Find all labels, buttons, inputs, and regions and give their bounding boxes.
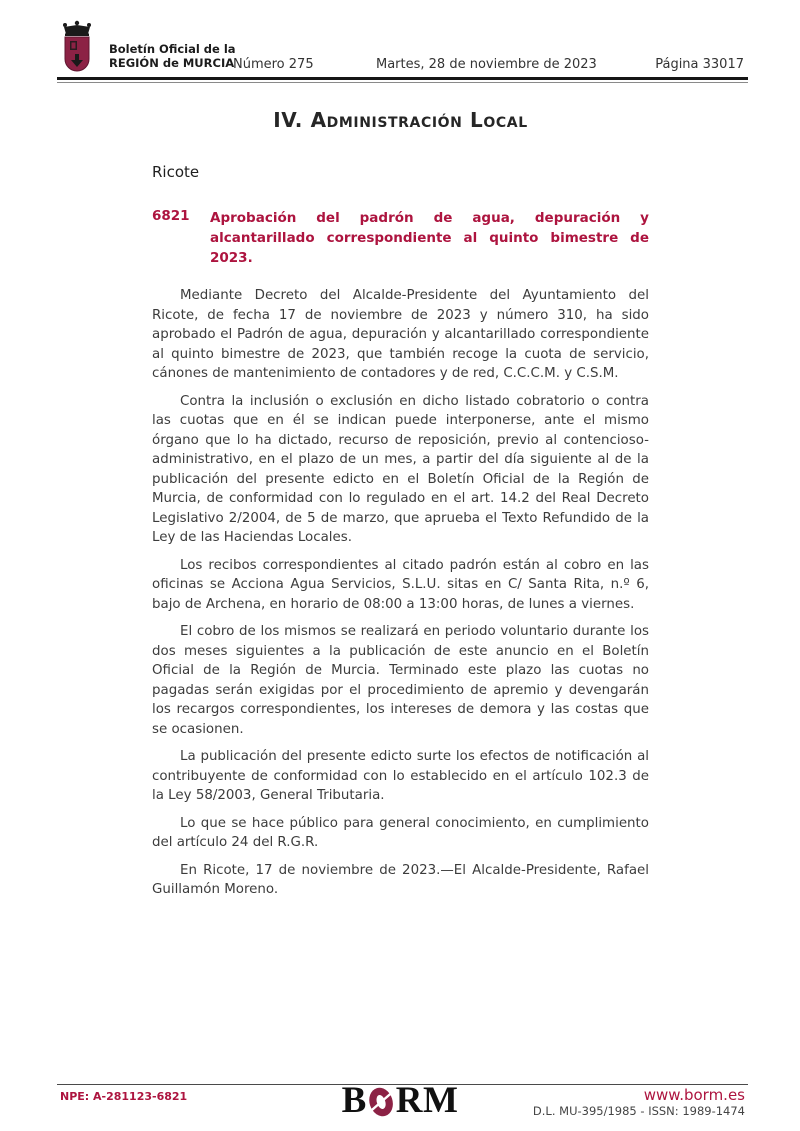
borm-logo-o-icon — [368, 1086, 395, 1118]
borm-logo — [342, 1082, 459, 1120]
brand-text — [109, 42, 236, 72]
brand-line2: REGIÓN de MURCIA — [109, 56, 235, 70]
website-link[interactable]: www.borm.es — [643, 1086, 745, 1104]
paragraph: Mediante Decreto del Alcalde-Presidente del Ayuntamiento del Ricote, de fecha 17 de noviembre de 2023 y número 310, ha sido aprobado el Padrón de agua, depuración y alcantarillado correspondiente al quinto bimestre de 2023, que también recoge la cuota de servicio, cánones de mantenimiento de contadores y de red, C.C.C.M. y C.S.M. — [152, 288, 649, 381]
borm-logo-rm: RM — [395, 1080, 459, 1121]
npe-code: NPE: A-281123-6821 — [60, 1090, 188, 1103]
issue-number: Número 275 — [233, 57, 314, 72]
borm-brand — [57, 20, 236, 72]
paragraph: El cobro de los mismos se realizará en periodo voluntario durante los dos meses siguientes a la publicación de este anuncio en el Boletín Oficial de la Región de Murcia. Terminado este plazo las cuotas no pagadas serán exigidas por el procedimiento de apremio y devengarán los recargos correspondientes, los intereses de demora y las costas que se ocasionen. — [152, 624, 649, 737]
page-number: Página 33017 — [655, 57, 744, 72]
murcia-shield-logo-icon — [57, 20, 97, 72]
paragraph: Lo que se hace público para general conocimiento, en cumplimiento del artículo 24 del R.G.R. — [152, 815, 649, 850]
announcement-number: 6821 — [152, 208, 190, 224]
paragraph: Los recibos correspondientes al citado padrón están al cobro en las oficinas se Acciona Agua Servicios, S.L.U. sitas en C/ Santa Rita, n.º 6, bajo de Archena, en horario de 08:00 a 13:00 horas, de lunes a viernes. — [152, 557, 649, 612]
municipality-name: Ricote — [152, 163, 200, 181]
paragraph: La publicación del presente edicto surte los efectos de notificación al contribuyente de conformidad con lo establecido en el artículo 102.3 de la Ley 58/2003, General Tributaria. — [152, 749, 649, 803]
section-title: IV. Administración Local — [273, 108, 528, 132]
paragraph: Contra la inclusión o exclusión en dicho listado cobratorio o contra las cuotas que en él se indican puede interponerse, ante el mismo órgano que lo ha dictado, recurso de reposición, previo al contencioso-administrativo, en el plazo de un mes, a partir del día siguiente al de la publicación del presente edicto en el Boletín Oficial de la Región de Murcia, de conformidad con lo regulado en el art. 14.2 del Real Decreto Legislativo 2/2004, de 5 de marzo, que aprueba el Texto Refundido de la Ley de las Haciendas Locales. — [152, 393, 649, 545]
announcement-heading — [152, 208, 649, 268]
page-header — [0, 0, 800, 90]
header-rule-thick — [57, 77, 748, 80]
legal-deposit: D.L. MU-395/1985 - ISSN: 1989-1474 — [532, 1104, 745, 1118]
paragraph: En Ricote, 17 de noviembre de 2023.—El Alcalde-Presidente, Rafael Guillamón Moreno. — [152, 862, 649, 897]
announcement-title: Aprobación del padrón de agua, depuración y alcantarillado correspondiente al quinto bimestre de 2023. — [210, 210, 649, 266]
brand-line1: Boletín Oficial de la — [109, 42, 236, 56]
announcement-text — [152, 286, 649, 900]
issue-date: Martes, 28 de noviembre de 2023 — [376, 57, 597, 72]
borm-logo-b: B — [341, 1080, 367, 1121]
document-body — [152, 108, 649, 908]
header-rule-thin — [57, 82, 748, 83]
